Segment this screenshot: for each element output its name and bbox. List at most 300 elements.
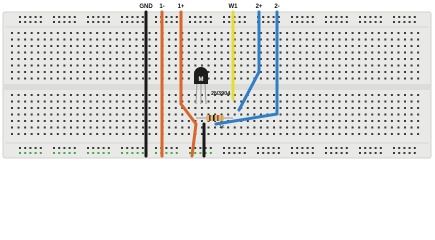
breadboard-hole [122, 45, 124, 47]
breadboard-hole [24, 65, 26, 67]
breadboard-hole [234, 133, 236, 135]
breadboard-hole [208, 133, 210, 135]
rail-hole [341, 147, 343, 149]
breadboard-hole [280, 39, 282, 41]
breadboard-hole [378, 133, 380, 135]
rail-hole [97, 152, 99, 154]
breadboard-hole [181, 114, 183, 116]
breadboard-hole [116, 65, 118, 67]
breadboard-hole [63, 78, 65, 80]
rail-hole [199, 147, 201, 149]
breadboard-hole [280, 45, 282, 47]
breadboard-hole [83, 58, 85, 60]
breadboard-hole [83, 114, 85, 116]
breadboard-hole [352, 101, 354, 103]
breadboard-hole [175, 71, 177, 73]
breadboard-hole [214, 39, 216, 41]
rail-hole [165, 16, 167, 18]
breadboard-hole [96, 58, 98, 60]
rail-hole [35, 152, 37, 154]
breadboard-hole [325, 52, 327, 54]
breadboard-hole [319, 45, 321, 47]
breadboard-hole [70, 133, 72, 135]
breadboard-hole [214, 32, 216, 34]
rail-hole [69, 152, 71, 154]
breadboard-hole [24, 52, 26, 54]
breadboard-hole [247, 107, 249, 109]
breadboard-hole [57, 78, 59, 80]
breadboard-hole [155, 101, 157, 103]
rail-hole [155, 21, 157, 23]
breadboard-hole [227, 52, 229, 54]
breadboard-hole [325, 65, 327, 67]
rail-hole [58, 152, 60, 154]
breadboard-hole [31, 133, 33, 135]
breadboard-hole [234, 127, 236, 129]
breadboard-hole [384, 133, 386, 135]
breadboard-hole [306, 78, 308, 80]
breadboard-hole [325, 78, 327, 80]
breadboard-hole [168, 71, 170, 73]
breadboard-hole [221, 32, 223, 34]
breadboard-hole [280, 101, 282, 103]
breadboard-hole [352, 39, 354, 41]
breadboard-hole [37, 71, 39, 73]
breadboard-hole [247, 52, 249, 54]
breadboard-hole [286, 39, 288, 41]
rail-hole [189, 152, 191, 154]
rail-hole [369, 16, 371, 18]
breadboard-hole [70, 107, 72, 109]
breadboard-hole [417, 65, 419, 67]
breadboard-hole [208, 101, 210, 103]
breadboard-hole [44, 71, 46, 73]
breadboard-hole [116, 107, 118, 109]
breadboard-hole [135, 71, 137, 73]
breadboard-hole [129, 127, 131, 129]
breadboard-hole [345, 32, 347, 34]
rail-hole [53, 21, 55, 23]
breadboard-hole [168, 58, 170, 60]
rail-hole [176, 21, 178, 23]
breadboard-hole [293, 58, 295, 60]
center-channel [3, 84, 431, 90]
breadboard-hole [44, 45, 46, 47]
breadboard-hole [155, 107, 157, 109]
breadboard-hole [365, 71, 367, 73]
breadboard-hole [371, 58, 373, 60]
rail-hole [262, 21, 264, 23]
breadboard-hole [208, 58, 210, 60]
breadboard-hole [24, 45, 26, 47]
breadboard-hole [103, 114, 105, 116]
breadboard-hole [70, 127, 72, 129]
rail-hole [126, 16, 128, 18]
breadboard-hole [83, 107, 85, 109]
breadboard-hole [384, 65, 386, 67]
breadboard-hole [155, 78, 157, 80]
breadboard-hole [384, 39, 386, 41]
breadboard-hole [57, 39, 59, 41]
breadboard-hole [109, 114, 111, 116]
rail-hole [325, 152, 327, 154]
breadboard-hole [122, 107, 124, 109]
breadboard-hole [358, 39, 360, 41]
breadboard-hole [103, 65, 105, 67]
breadboard-hole [397, 107, 399, 109]
breadboard-hole [83, 45, 85, 47]
rail-hole [262, 152, 264, 154]
breadboard-hole [122, 133, 124, 135]
rail-hole [330, 147, 332, 149]
breadboard-hole [306, 133, 308, 135]
breadboard-hole [168, 78, 170, 80]
breadboard-hole [181, 120, 183, 122]
wire-label-pos1: 1+ [177, 4, 185, 10]
rail-hole [359, 21, 361, 23]
breadboard-hole [135, 107, 137, 109]
breadboard-hole [175, 114, 177, 116]
breadboard-hole [90, 71, 92, 73]
rail-hole [87, 21, 89, 23]
breadboard-hole [50, 45, 52, 47]
rail-hole [19, 152, 21, 154]
breadboard-hole [188, 94, 190, 96]
breadboard-hole [306, 114, 308, 116]
breadboard-hole [378, 45, 380, 47]
breadboard-hole [63, 107, 65, 109]
rail-hole [103, 16, 105, 18]
breadboard-hole [155, 52, 157, 54]
rail-hole [97, 21, 99, 23]
breadboard-hole [358, 52, 360, 54]
breadboard-hole [286, 71, 288, 73]
breadboard-hole [116, 78, 118, 80]
wire-label-w1: W1 [228, 4, 238, 10]
breadboard-hole [312, 45, 314, 47]
breadboard-hole [417, 39, 419, 41]
rail-hole [312, 152, 314, 154]
breadboard-hole [221, 78, 223, 80]
breadboard-hole [135, 133, 137, 135]
rail-hole [409, 16, 411, 18]
breadboard-hole [24, 58, 26, 60]
breadboard-hole [266, 101, 268, 103]
breadboard-hole [63, 127, 65, 129]
breadboard-hole [358, 101, 360, 103]
rail-hole [369, 147, 371, 149]
breadboard-hole [135, 94, 137, 96]
breadboard-hole [63, 58, 65, 60]
breadboard-hole [365, 107, 367, 109]
breadboard-hole [142, 120, 144, 122]
breadboard-hole [135, 65, 137, 67]
breadboard-hole [319, 78, 321, 80]
breadboard-hole [181, 133, 183, 135]
breadboard-hole [247, 45, 249, 47]
breadboard-hole [168, 101, 170, 103]
rail-hole [414, 152, 416, 154]
breadboard-hole [155, 114, 157, 116]
breadboard-hole [116, 32, 118, 34]
breadboard-hole [109, 94, 111, 96]
breadboard-hole [31, 32, 33, 34]
breadboard-hole [135, 45, 137, 47]
breadboard-hole [240, 58, 242, 60]
breadboard-hole [273, 32, 275, 34]
breadboard-hole [266, 45, 268, 47]
breadboard-hole [11, 101, 13, 103]
breadboard-hole [168, 52, 170, 54]
breadboard-hole [11, 39, 13, 41]
breadboard-hole [266, 71, 268, 73]
breadboard-hole [70, 45, 72, 47]
rail-hole [199, 16, 201, 18]
breadboard-hole [345, 120, 347, 122]
wire-label-pos2: 2+ [255, 4, 263, 10]
breadboard-hole [227, 71, 229, 73]
breadboard-hole [227, 32, 229, 34]
breadboard-hole [129, 58, 131, 60]
breadboard-hole [90, 58, 92, 60]
breadboard-hole [83, 120, 85, 122]
breadboard-hole [365, 127, 367, 129]
rail-hole [262, 16, 264, 18]
rail-hole [142, 16, 144, 18]
breadboard-hole [57, 32, 59, 34]
breadboard-hole [345, 52, 347, 54]
breadboard-hole [116, 71, 118, 73]
breadboard-hole [194, 58, 196, 60]
breadboard-hole [109, 120, 111, 122]
breadboard-hole [371, 78, 373, 80]
rail-hole [29, 147, 31, 149]
breadboard-hole [44, 39, 46, 41]
breadboard-hole [397, 94, 399, 96]
breadboard-hole [109, 52, 111, 54]
breadboard-hole [325, 32, 327, 34]
breadboard-hole [103, 39, 105, 41]
breadboard-hole [149, 94, 151, 96]
breadboard-hole [83, 52, 85, 54]
rail-hole [74, 147, 76, 149]
breadboard-hole [299, 32, 301, 34]
breadboard-hole [339, 114, 341, 116]
breadboard-hole [11, 127, 13, 129]
breadboard-hole [339, 58, 341, 60]
rail-hole [74, 16, 76, 18]
breadboard-hole [247, 58, 249, 60]
breadboard-hole [149, 71, 151, 73]
breadboard-hole [11, 120, 13, 122]
breadboard-hole [253, 107, 255, 109]
breadboard-hole [391, 101, 393, 103]
rail-hole [29, 21, 31, 23]
rail-hole [24, 147, 26, 149]
rail-hole [137, 16, 139, 18]
rail-hole [210, 152, 212, 154]
breadboard-hole [31, 78, 33, 80]
breadboard-hole [273, 94, 275, 96]
breadboard-hole [417, 78, 419, 80]
breadboard-hole [129, 45, 131, 47]
breadboard-hole [339, 101, 341, 103]
breadboard-hole [319, 65, 321, 67]
rail-hole [244, 16, 246, 18]
breadboard-hole [24, 94, 26, 96]
breadboard-hole [247, 78, 249, 80]
breadboard-hole [417, 120, 419, 122]
breadboard-hole [345, 127, 347, 129]
breadboard-hole [90, 39, 92, 41]
rail-hole [307, 16, 309, 18]
rail-hole [121, 21, 123, 23]
rail-hole [131, 147, 133, 149]
rail-hole [19, 147, 21, 149]
breadboard-hole [122, 39, 124, 41]
breadboard-hole [332, 127, 334, 129]
breadboard-hole [142, 45, 144, 47]
rail-hole [403, 147, 405, 149]
rail-hole [189, 16, 191, 18]
rail-hole [375, 21, 377, 23]
rail-hole [155, 16, 157, 18]
resistor-band-3 [217, 115, 219, 121]
rail-hole [301, 16, 303, 18]
breadboard-hole [77, 52, 79, 54]
breadboard-hole [175, 58, 177, 60]
breadboard-hole [306, 71, 308, 73]
breadboard-hole [77, 45, 79, 47]
breadboard-hole [103, 101, 105, 103]
breadboard-hole [129, 114, 131, 116]
breadboard-hole [188, 65, 190, 67]
breadboard-hole [371, 107, 373, 109]
rail-hole [335, 152, 337, 154]
breadboard-hole [96, 39, 98, 41]
rail-hole [92, 152, 94, 154]
rail-hole [29, 152, 31, 154]
breadboard-hole [155, 133, 157, 135]
breadboard-hole [129, 39, 131, 41]
breadboard-hole [44, 32, 46, 34]
rail-hole [223, 16, 225, 18]
breadboard-hole [175, 107, 177, 109]
breadboard-hole [37, 52, 39, 54]
wire-label-gnd: GND [139, 4, 153, 10]
resistor-band-2 [213, 115, 215, 121]
rail-hole [199, 152, 201, 154]
breadboard-hole [339, 71, 341, 73]
breadboard-hole [77, 65, 79, 67]
breadboard-hole [293, 52, 295, 54]
breadboard-hole [358, 107, 360, 109]
rail-hole [296, 16, 298, 18]
breadboard-hole [63, 71, 65, 73]
breadboard-hole [345, 45, 347, 47]
breadboard-hole [280, 114, 282, 116]
breadboard-hole [122, 94, 124, 96]
breadboard-hole [63, 45, 65, 47]
breadboard-hole [116, 127, 118, 129]
breadboard-hole [155, 32, 157, 34]
breadboard-hole [384, 120, 386, 122]
breadboard-hole [201, 65, 203, 67]
rail-hole [409, 147, 411, 149]
breadboard-hole [149, 107, 151, 109]
breadboard-hole [214, 45, 216, 47]
breadboard-hole [11, 52, 13, 54]
breadboard-hole [214, 52, 216, 54]
breadboard-hole [299, 78, 301, 80]
breadboard-hole [378, 39, 380, 41]
breadboard-hole [312, 101, 314, 103]
breadboard-hole [149, 127, 151, 129]
breadboard-hole [109, 71, 111, 73]
breadboard-hole [280, 107, 282, 109]
breadboard-hole [332, 94, 334, 96]
breadboard-hole [339, 127, 341, 129]
rail-hole [301, 147, 303, 149]
rail-hole [137, 147, 139, 149]
breadboard-hole [240, 71, 242, 73]
breadboard-hole [201, 114, 203, 116]
breadboard-hole [280, 32, 282, 34]
breadboard-hole [378, 127, 380, 129]
breadboard-hole [319, 133, 321, 135]
rail-hole [375, 152, 377, 154]
breadboard-hole [417, 52, 419, 54]
breadboard-hole [201, 39, 203, 41]
rail-hole [301, 152, 303, 154]
rail-hole [380, 21, 382, 23]
breadboard-hole [365, 133, 367, 135]
breadboard-hole [319, 58, 321, 60]
breadboard-hole [234, 114, 236, 116]
rail-hole [380, 152, 382, 154]
breadboard-hole [18, 58, 20, 60]
breadboard-hole [384, 58, 386, 60]
rail-hole [53, 16, 55, 18]
breadboard-hole [50, 65, 52, 67]
breadboard-hole [135, 120, 137, 122]
breadboard-hole [37, 114, 39, 116]
breadboard-hole [352, 32, 354, 34]
rail-hole [330, 21, 332, 23]
breadboard-hole [352, 52, 354, 54]
rail-hole [176, 152, 178, 154]
rail-hole [335, 147, 337, 149]
rail-hole [126, 147, 128, 149]
breadboard-hole [266, 127, 268, 129]
breadboard-hole [332, 65, 334, 67]
breadboard-hole [378, 58, 380, 60]
breadboard-hole [24, 32, 26, 34]
breadboard-hole [286, 127, 288, 129]
breadboard-hole [339, 107, 341, 109]
breadboard-hole [155, 71, 157, 73]
rail-hole [63, 147, 65, 149]
breadboard-hole [240, 133, 242, 135]
breadboard-hole [63, 65, 65, 67]
breadboard-hole [299, 107, 301, 109]
breadboard-hole [306, 127, 308, 129]
breadboard-hole [378, 71, 380, 73]
rail-hole [398, 147, 400, 149]
rail-hole [257, 152, 259, 154]
breadboard-hole [404, 71, 406, 73]
breadboard-hole [371, 133, 373, 135]
